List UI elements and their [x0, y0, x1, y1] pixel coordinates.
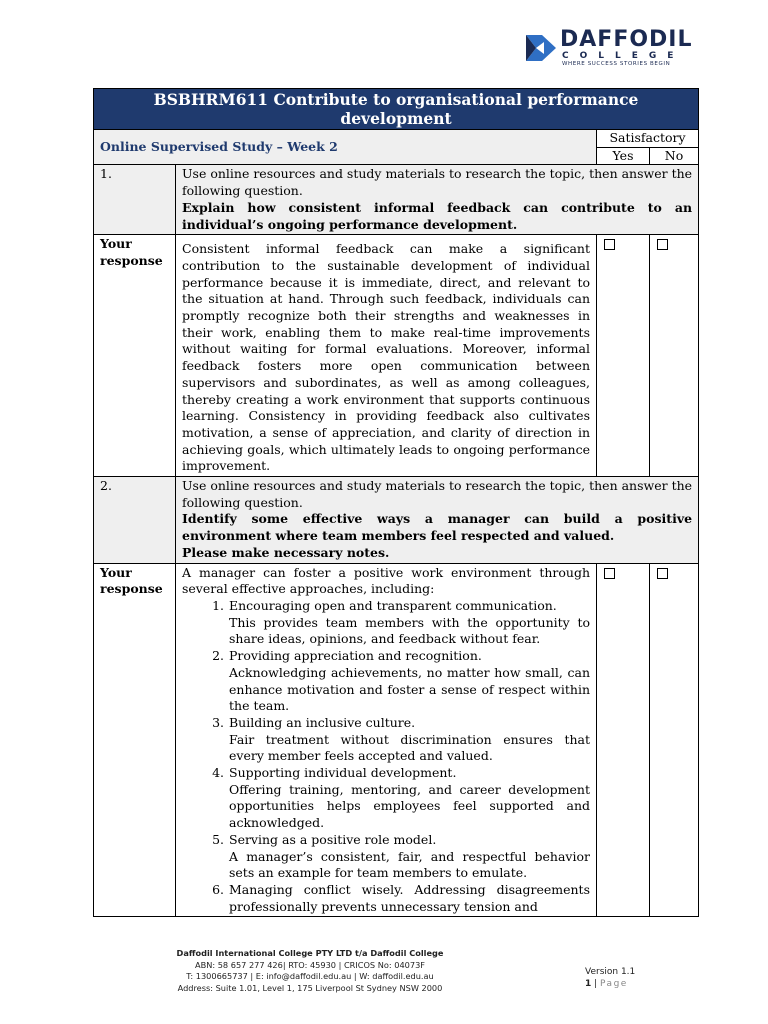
version-block	[585, 966, 635, 990]
logo-college: COLLEGE	[562, 51, 685, 61]
footer-address: Address: Suite 1.01, Level 1, 175 Liverpool St Sydney NSW 2000	[177, 982, 443, 993]
title-row	[94, 89, 699, 130]
daffodil-emblem-icon	[524, 31, 558, 65]
footer-abn: ABN: 58 657 277 426| RTO: 45930 | CRICOS No: 04073F	[195, 959, 425, 970]
question-2-number: 2.	[94, 477, 176, 564]
yes-1-checkbox[interactable]	[604, 239, 615, 250]
list-item: 2. Providing appreciation and recognition. Acknowledging achievements, no matter how small, can enhance motivation and foster a sense of respect within the team.	[228, 648, 590, 715]
response-1-row	[94, 235, 699, 477]
question-1-text: Explain how consistent informal feedback can contribute to an individual’s ongoing performance development.	[182, 199, 693, 232]
assessment-table	[93, 88, 699, 917]
list-item: 6. Managing conflict wisely. Addressing disagreements professionally prevents unnecessary tension and	[228, 882, 590, 915]
no-2-cell	[650, 563, 699, 917]
response-2-list	[182, 598, 590, 915]
no-1-cell	[650, 235, 699, 477]
version-label: Version 1.1	[585, 967, 636, 977]
yes-header: Yes	[597, 147, 650, 165]
response-2-cell	[176, 563, 597, 917]
satisfactory-header: Satisfactory	[597, 130, 699, 148]
response-2-label: Your response	[94, 563, 176, 917]
list-item: 4. Supporting individual development. Offering training, mentoring, and career development opportunities helps employees feel supported and acknowledged.	[228, 765, 590, 832]
question-2-note: Please make necessary notes.	[182, 544, 390, 560]
yes-2-checkbox[interactable]	[604, 568, 615, 579]
question-2-row	[94, 477, 699, 564]
yes-1-cell	[597, 235, 650, 477]
no-header: No	[650, 147, 699, 165]
question-1-number: 1.	[94, 165, 176, 235]
no-2-checkbox[interactable]	[657, 568, 668, 579]
page-number: 1	[585, 979, 592, 989]
no-1-checkbox[interactable]	[657, 239, 668, 250]
response-2-intro: A manager can foster a positive work environment through several effective approaches, including:	[182, 564, 590, 597]
list-item: 3. Building an inclusive culture. Fair treatment without discrimination ensures that every member feels accepted and valued.	[228, 715, 590, 765]
logo-name: DAFFODIL	[560, 27, 693, 52]
logo-tagline: WHERE SUCCESS STORIES BEGIN	[562, 61, 671, 67]
page-word: Page	[600, 979, 628, 989]
unit-title: BSBHRM611 Contribute to organisational performance development	[94, 89, 699, 130]
question-2-cell	[176, 477, 699, 564]
question-2-text: Identify some effective ways a manager can build a positive environment where team members feel respected and valued.	[182, 511, 693, 544]
question-1-cell	[176, 165, 699, 235]
yes-2-cell	[597, 563, 650, 917]
question-1-row	[94, 165, 699, 235]
question-1-intro: Use online resources and study materials to research the topic, then answer the following question.	[182, 166, 693, 199]
college-logo	[524, 28, 694, 70]
footer-company: Daffodil International College PTY LTD t/a Daffodil College	[176, 948, 444, 958]
response-1-label: Your response	[94, 235, 176, 477]
response-1-text: Consistent informal feedback can make a significant contribution to the sustainable development of individual performance because it is immediate, direct, and relevant to the situation at hand. Through such feedback, individuals can promptly recognize both their strengths and weaknesses in their work, enabling them to make real-time improvements without waiting for formal evaluations. Moreover, informal feedback fosters more open communication between supervisors and subordinates, as well as among colleagues, thereby creating a work environment that supports continuous learning. Consistency in providing feedback also cultivates motivation, a sense of appreciation, and clarity of direction in achieving goals, which ultimately leads to ongoing performance improvement.	[176, 235, 597, 477]
question-2-intro: Use online resources and study materials to research the topic, then answer the following question.	[182, 478, 693, 510]
footer-contact: T: 1300665737 | E: info@daffodil.edu.au | W: daffodil.edu.au	[186, 971, 434, 981]
week-label: Online Supervised Study – Week 2	[94, 130, 597, 165]
page-footer	[110, 948, 510, 994]
page-separator: |	[591, 979, 601, 989]
list-item: 1. Encouraging open and transparent communication. This provides team members with the opportunity to share ideas, opinions, and feedback without fear.	[228, 598, 590, 648]
response-2-row	[94, 563, 699, 917]
list-item: 5. Serving as a positive role model. A manager’s consistent, fair, and respectful behavior sets an example for team members to emulate.	[228, 832, 590, 882]
page-indicator	[585, 978, 635, 990]
